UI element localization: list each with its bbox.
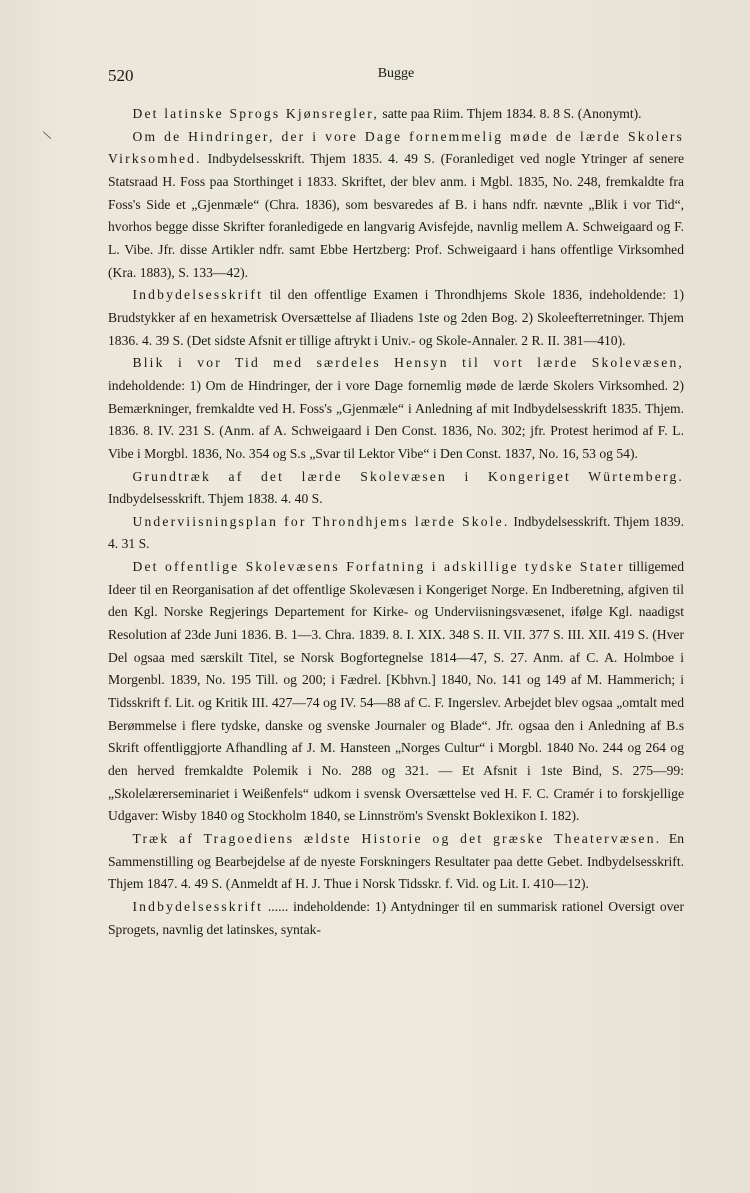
entry-details: tilligemed Ideer til en Reorganisation af det offentlige Skolevæsen i Kongeriget Norge. En Indberetning, afgiven til den Kgl. Norske Regjerings Departement for Kirke- og Underviisningsvæsenet, ifølge Kgl. naadigst Resolution af 23de Juni 1836. B. 1—3. Chra. 1839. 8. I. XIX. 348 S. II. VII. 377 S. III. XII. 419 S. (Hver Del ogsaa med særskilt Titel, se Norsk Bogfortegnelse 1814—47, S. 27. Anm. af C. A. Holmboe i Morgenbl. 1839, No. 195 Till. og 200; i Fædrel. [Kbhvn.] 1840, No. 141 og 149 af M. Hammerich; i Tidsskrift f. Lit. og Kritik III. 427—74 og IV. 54—88 af C. F. Ingerslev. Arbejdet blev ogsaa „omtalt med Berømmelse i flere tydske, danske og svenske Journaler og Blade“. Jfr. ogsaa den i Anledning af B.s Skrift offentliggjorte Afhandling af J. M. Hansteen „Norges Cultur“ i Morgbl. 1840 No. 244 og 264 og den herved fremkaldte Polemik i No. 288 og 321. — Et Afsnit i 1ste Bind, S. 275—99: „Skolelærerseminariet i Weißenfels“ udkom i svensk Oversættelse ved H. F. C. Cramér i to forskjellige Udgaver: Wisby 1840 og Stockholm 1840, se Linnström's Svenskt Boklexikon I. 182). xyxy=(108,559,684,824)
entry-details: Indbydelsesskrift. Thjem 1839. 4. 31 S. xyxy=(108,513,684,552)
margin-mark: \ xyxy=(41,127,53,143)
bibliography-entry xyxy=(108,126,684,285)
entry-title: Det latinske Sprogs Kjønsregler, xyxy=(132,106,379,121)
entry-details: til den offentlige Examen i Throndhjems Skole 1836, indeholdende: 1) Brudstykker af en hexametrisk Oversættelse af Iliadens 1ste og 2den Bog. 2) Skoleefterretninger. Thjem 1836. 4. 39 S. (Det sidste Afsnit er tillige aftrykt i Univ.- og Skole-Annaler. 2 R. II. 381—410). xyxy=(108,287,684,348)
running-title: Bugge xyxy=(377,66,415,81)
entry-details: satte paa Riim. Thjem 1834. 8. 8 S. (Anonymt). xyxy=(379,106,642,121)
entry-details: Indbydelsesskrift. Thjem 1838. 4. 40 S. xyxy=(108,491,323,507)
entry-details: indeholdende: 1) Om de Hindringer, der i vore Dage fornemlig møde de lærde Skolers Virksomhed. 2) Bemærkninger, fremkaldte ved H. Foss's „Gjenmæle“ i Anledning af mit Indbydelsesskrift 1835. Thjem. 1836. 8. IV. 231 S. (Anm. af A. Schweigaard i Den Const. 1836, No. 302; jfr. Protest herimod af F. L. Vibe i Morgbl. 1836, No. 354 og S.s „Svar til Lektor Vibe“ i Den Const. 1837, No. 16, 53 og 54). xyxy=(108,377,684,461)
entry-title: Indbydelsesskrift xyxy=(132,898,264,914)
bibliography-entry xyxy=(108,103,684,126)
entry-title: Underviisningsplan for Throndhjems lærde Skole. xyxy=(132,513,510,529)
bibliography-entry xyxy=(108,828,684,896)
page-number: 520 xyxy=(108,66,134,85)
page-header xyxy=(108,66,684,88)
bibliography-entry xyxy=(108,466,684,511)
entry-details: ...... indeholdende: 1) Antydninger til en summarisk rationel Oversigt over Sprogets, navnlig det latinskes, syntak- xyxy=(108,898,684,937)
entry-title: Om de Hindringer, der i vore Dage fornemmelig møde de lærde Skolers Virksomhed. xyxy=(108,128,684,167)
bibliography-entry xyxy=(108,556,684,828)
entry-details: Indbydelsesskrift. Thjem 1835. 4. 49 S. (Foranlediget ved nogle Ytringer af senere Statsraad H. Foss paa Storthinget i 1833. Skriftet, der blev anm. i Mgbl. 1835, No. 248, fremkaldte fra Foss's Side et „Gjenmæle“ (Chra. 1836), som besvaredes af B. i hans ndfr. nævnte „Blik i vor Tid“, hvorhos begge disse Skrifter foranledigede en langvarig Avisfejde, navnlig mellem A. Schweigaard og F. L. Vibe. Jfr. disse Artikler ndfr. samt Ebbe Hertzberg: Prof. Schweigaard i hans offentlige Virksomhed (Kra. 1883), S. 133—42). xyxy=(108,151,684,280)
entry-title: Grundtræk af det lærde Skolevæsen i Kongeriget Würtemberg. xyxy=(132,468,684,484)
bibliography-list xyxy=(108,103,684,941)
entry-title: Blik i vor Tid med særdeles Hensyn til vort lærde Skolevæsen, xyxy=(132,355,684,371)
bibliography-entry xyxy=(108,896,684,941)
bibliography-entry xyxy=(108,352,684,465)
entry-title: Træk af Tragoediens ældste Historie og det græske Theatervæsen. xyxy=(132,831,662,846)
bibliography-entry xyxy=(108,284,684,352)
entry-details: En Sammenstilling og Bearbejdelse af de nyeste Forskningers Resultater paa dette Gebet. Indbydelsesskrift. Thjem 1847. 4. 49 S. (Anmeldt af H. J. Thue i Norsk Tidsskr. f. Vid. og Lit. I. 410—12). xyxy=(108,831,685,892)
entry-title: Det offentlige Skolevæsens Forfatning i adskillige tydske Stater xyxy=(132,559,625,575)
bibliography-entry xyxy=(108,511,684,556)
entry-title: Indbydelsesskrift xyxy=(132,287,264,303)
